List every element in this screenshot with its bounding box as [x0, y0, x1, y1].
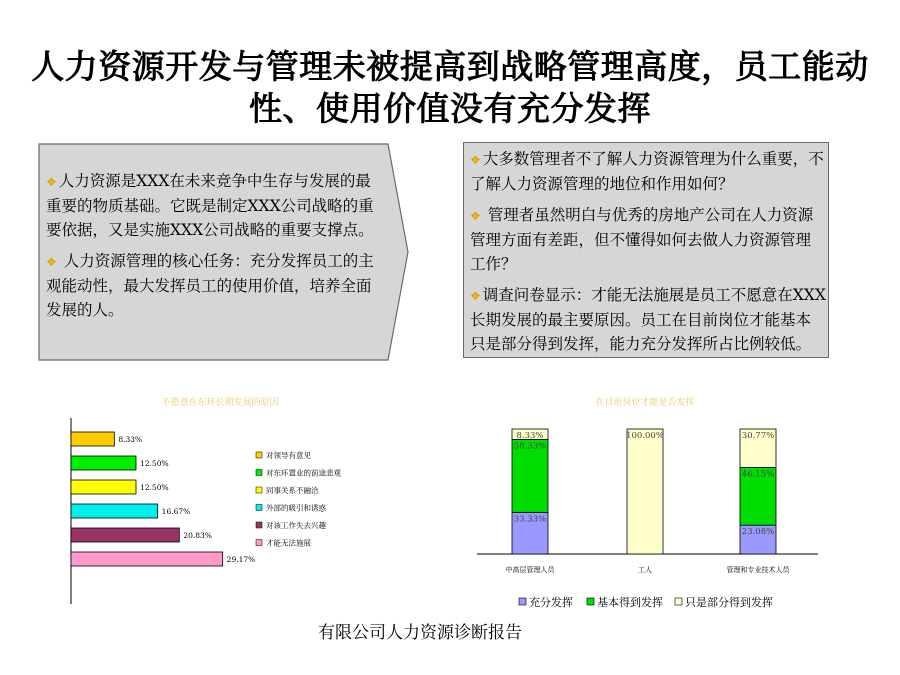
- chart1-bar-label: 29.17%: [226, 555, 256, 564]
- left-panel-text: [46, 169, 376, 329]
- chart2-segment-label: 58.33%: [513, 441, 547, 452]
- right-bullet-1-text: 大多数管理者不了解人力资源管理为什么重要，不了解人力资源管理的地位和作用如何？: [470, 150, 824, 193]
- left-arrow-panel: [38, 143, 410, 361]
- chart2-category-label: 工人: [638, 566, 652, 574]
- chart2-segment-label: 23.08%: [741, 527, 775, 538]
- chart1-bar: [71, 504, 158, 518]
- chart1-bar-label: 12.50%: [140, 459, 169, 468]
- chart1-title: 不愿意在东环长期发展的原因: [161, 398, 279, 408]
- left-bullet-1: [46, 169, 376, 242]
- right-info-panel: [463, 142, 829, 358]
- diamond-bullet-icon: ❖: [470, 153, 481, 167]
- left-bullet-2: [46, 249, 376, 322]
- chart1-legend-swatch: [256, 487, 262, 493]
- talent-usage-stacked-chart: [465, 390, 825, 620]
- chart1-bar: [71, 528, 179, 542]
- chart2-segment-label: 100.00%: [626, 431, 664, 441]
- chart1-legend-label: 才能无法施展: [266, 538, 311, 548]
- footer-report-title: 有限公司人力资源诊断报告: [318, 623, 522, 643]
- right-bullet-3: [470, 283, 826, 356]
- chart2-segment-label: 8.33%: [516, 431, 544, 442]
- chart2-segment-label: 30.77%: [741, 431, 775, 441]
- diamond-bullet-icon: ❖: [46, 255, 57, 269]
- left-bullet-1-text: 人力资源是XXX在未来竞争中生存与发展的最重要的物质基础。它既是制定XXX公司战略的重要依据，又是实施XXX公司战略的重要支撑点。: [46, 172, 374, 239]
- diamond-bullet-icon: ❖: [470, 209, 481, 223]
- chart2-category-label: 中高层管理人员: [505, 566, 555, 574]
- chart1-legend-label: 对东环置业的前途悲观: [266, 468, 341, 478]
- chart1-legend-label: 对领导有意见: [266, 451, 311, 460]
- chart1-legend-label: 对该工作失去兴趣: [266, 521, 326, 530]
- chart1-legend-swatch: [256, 540, 262, 546]
- chart1-bar-label: 16.67%: [161, 507, 191, 516]
- right-panel-text: [470, 147, 826, 363]
- right-bullet-1: [470, 147, 826, 196]
- chart1-bar: [71, 456, 136, 470]
- left-bullet-2-text: 人力资源管理的核心任务：充分发挥员工的主观能动性，最大发挥员工的使用价值，培养全面发展的人。: [46, 252, 374, 319]
- chart2-category-label: 管理和专业技术人员: [726, 566, 790, 574]
- chart2-title: 在目前岗位才能是否发挥: [595, 398, 695, 408]
- right-bullet-2: [470, 203, 826, 276]
- chart1-legend-swatch: [256, 505, 262, 511]
- chart1-bar: [71, 480, 136, 494]
- chart1-legend-swatch: [256, 470, 262, 476]
- chart2-segment: [627, 429, 663, 554]
- chart2-legend-swatch: [675, 598, 682, 605]
- chart1-bar-label: 20.83%: [183, 531, 212, 540]
- chart2-legend-swatch: [519, 598, 526, 605]
- right-bullet-3-text: 调查问卷显示：才能无法施展是员工不愿意在XXX长期发展的最主要原因。员工在目前岗位才能基本只是部分得到发挥，能力充分发挥所占比例较低。: [470, 286, 826, 353]
- chart2-legend-label: 只是部分得到发挥: [685, 596, 773, 609]
- chart1-bar: [71, 432, 114, 446]
- chart1-bar-label: 8.33%: [118, 435, 143, 444]
- chart1-legend-label: 同事关系不融洽: [266, 486, 319, 495]
- chart2-legend-swatch: [587, 598, 594, 605]
- chart2-segment-label: 46.15%: [741, 469, 775, 480]
- chart1-legend-label: 外部的吸引和诱惑: [266, 503, 326, 513]
- chart1-bar-label: 12.50%: [140, 483, 169, 492]
- diamond-bullet-icon: ❖: [470, 289, 481, 303]
- right-bullet-2-text: 管理者虽然明白与优秀的房地产公司在人力资源管理方面有差距，但不懂得如何去做人力资源管理工作？: [470, 206, 814, 273]
- page-title: 人力资源开发与管理未被提高到战略管理高度，员工能动性、使用价值没有充分发挥: [31, 47, 869, 128]
- chart1-legend-swatch: [256, 452, 262, 458]
- diamond-bullet-icon: ❖: [46, 175, 57, 189]
- chart2-legend-label: 充分发挥: [529, 596, 573, 609]
- reasons-bar-chart: [55, 390, 485, 620]
- chart1-bar: [71, 552, 223, 566]
- chart1-legend-swatch: [256, 522, 262, 528]
- chart2-segment-label: 33.33%: [513, 514, 547, 525]
- chart2-legend-label: 基本得到发挥: [597, 596, 663, 609]
